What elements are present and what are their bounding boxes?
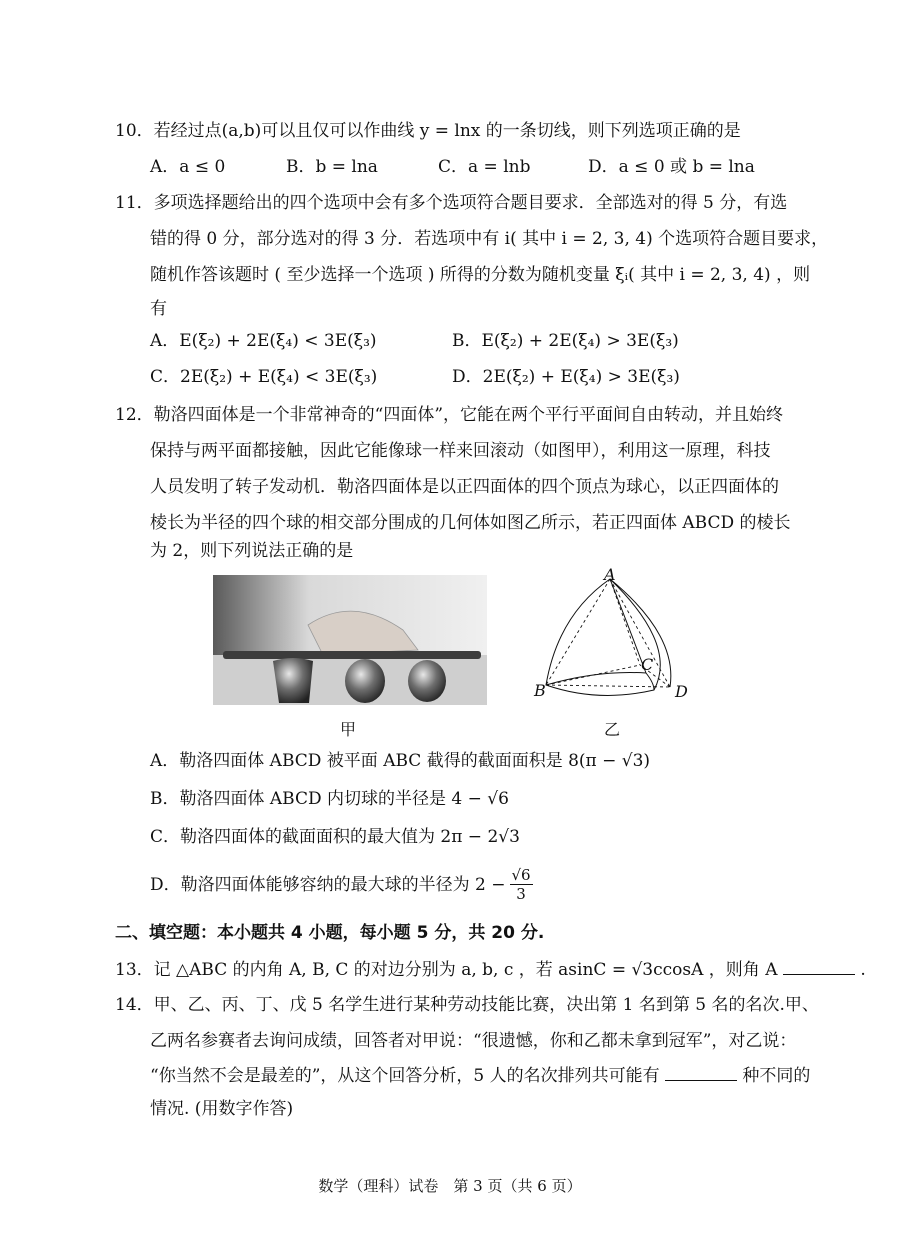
q11-line-2: 错的得 0 分，部分选对的得 3 分．若选项中有 i( 其中 i = 2, 3, 4) 个选项符合题目要求， [150, 229, 829, 249]
q13-text: 13．记 △ABC 的内角 A, B, C 的对边分别为 a, b, c ，若 asinC = √3ccosA ，则角 A [115, 960, 778, 980]
q14-line-4: 情况. (用数字作答) [150, 1099, 294, 1119]
q14-line-1: 14．甲、乙、丙、丁、戊 5 名学生进行某种劳动技能比赛，决出第 1 名到第 5 名的名次.甲、 [115, 995, 819, 1015]
fraction-denominator: 3 [516, 885, 526, 903]
section-2-heading: 二、填空题：本小题共 4 小题，每小题 5 分，共 20 分. [115, 923, 545, 943]
q10-stem: 10．若经过点(a,b)可以且仅可以作曲线 y = lnx 的一条切线，则下列选项正确的是 [115, 121, 741, 141]
q11-option-a: A．E(ξ₂) + 2E(ξ₄) < 3E(ξ₃) [150, 331, 377, 351]
q11-option-d: D．2E(ξ₂) + E(ξ₄) > 3E(ξ₃) [452, 367, 680, 387]
q11-option-b: B．E(ξ₂) + 2E(ξ₄) > 3E(ξ₃) [452, 331, 679, 351]
q12-line-4: 棱长为半径的四个球的相交部分围成的几何体如图乙所示，若正四面体 ABCD 的棱长 [150, 513, 791, 533]
q10-option-b: B．b = lna [286, 157, 378, 177]
q14-line-2: 乙两名参赛者去询问成绩，回答者对甲说：“很遗憾，你和乙都未拿到冠军”，对乙说： [150, 1031, 797, 1051]
q12-option-d-text: D．勒洛四面体能够容纳的最大球的半径为 2 − [150, 874, 506, 895]
q12-line-1: 12．勒洛四面体是一个非常神奇的“四面体”，它能在两个平行平面间自由转动，并且始终 [115, 405, 784, 425]
vertex-label-d: D [675, 682, 688, 701]
q10-option-d: D．a ≤ 0 或 b = lna [588, 157, 755, 177]
page-footer: 数学（理科）试卷 第 3 页（共 6 页） [318, 1177, 582, 1195]
fraction-numerator: √6 [511, 866, 531, 884]
q10-option-c: C．a = lnb [438, 157, 531, 177]
q11-option-c: C．2E(ξ₂) + E(ξ₄) < 3E(ξ₃) [150, 367, 378, 387]
vertex-label-b: B [534, 681, 546, 700]
q11-line-1: 11．多项选择题给出的四个选项中会有多个选项符合题目要求．全部选对的得 5 分，有选 [115, 193, 788, 213]
q13-answer-blank[interactable] [783, 958, 855, 975]
vertex-label-a: A [604, 565, 616, 584]
q12-option-d-fraction [510, 866, 533, 903]
vertex-label-c: C [641, 655, 654, 674]
q14-answer-blank[interactable] [665, 1064, 737, 1081]
q14-line-3-text: “你当然不会是最差的”，从这个回答分析，5 人的名次排列共可能有 [150, 1066, 660, 1086]
q12-option-c: C．勒洛四面体的截面面积的最大值为 2π − 2√3 [150, 827, 520, 847]
q12-option-a: A．勒洛四面体 ABCD 被平面 ABC 截得的截面面积是 8(π − √3) [150, 751, 651, 771]
q12-option-d [150, 866, 533, 903]
q12-option-b: B．勒洛四面体 ABCD 内切球的半径是 4 − √6 [150, 789, 509, 809]
q12-line-5: 为 2，则下列说法正确的是 [150, 541, 354, 561]
figure-caption-yi: 乙 [604, 720, 621, 739]
reuleaux-rolling-photo [213, 575, 487, 705]
figure-caption-jia: 甲 [340, 720, 357, 739]
q13-period: . [860, 960, 866, 980]
q14-line-3 [150, 1064, 810, 1087]
q13-stem [115, 958, 866, 981]
q10-option-a: A．a ≤ 0 [150, 157, 226, 177]
q11-line-3: 随机作答该题时 ( 至少选择一个选项 ) 所得的分数为随机变量 ξᵢ( 其中 i = 2, 3, 4) ，则 [150, 265, 811, 285]
q12-line-2: 保持与两平面都接触，因此它能像球一样来回滚动（如图甲），利用这一原理，科技 [150, 441, 771, 461]
q11-line-4: 有 [150, 299, 167, 319]
q12-line-3: 人员发明了转子发动机．勒洛四面体是以正四面体的四个顶点为球心，以正四面体的 [150, 477, 779, 497]
q14-line-3-tail: 种不同的 [742, 1066, 811, 1086]
